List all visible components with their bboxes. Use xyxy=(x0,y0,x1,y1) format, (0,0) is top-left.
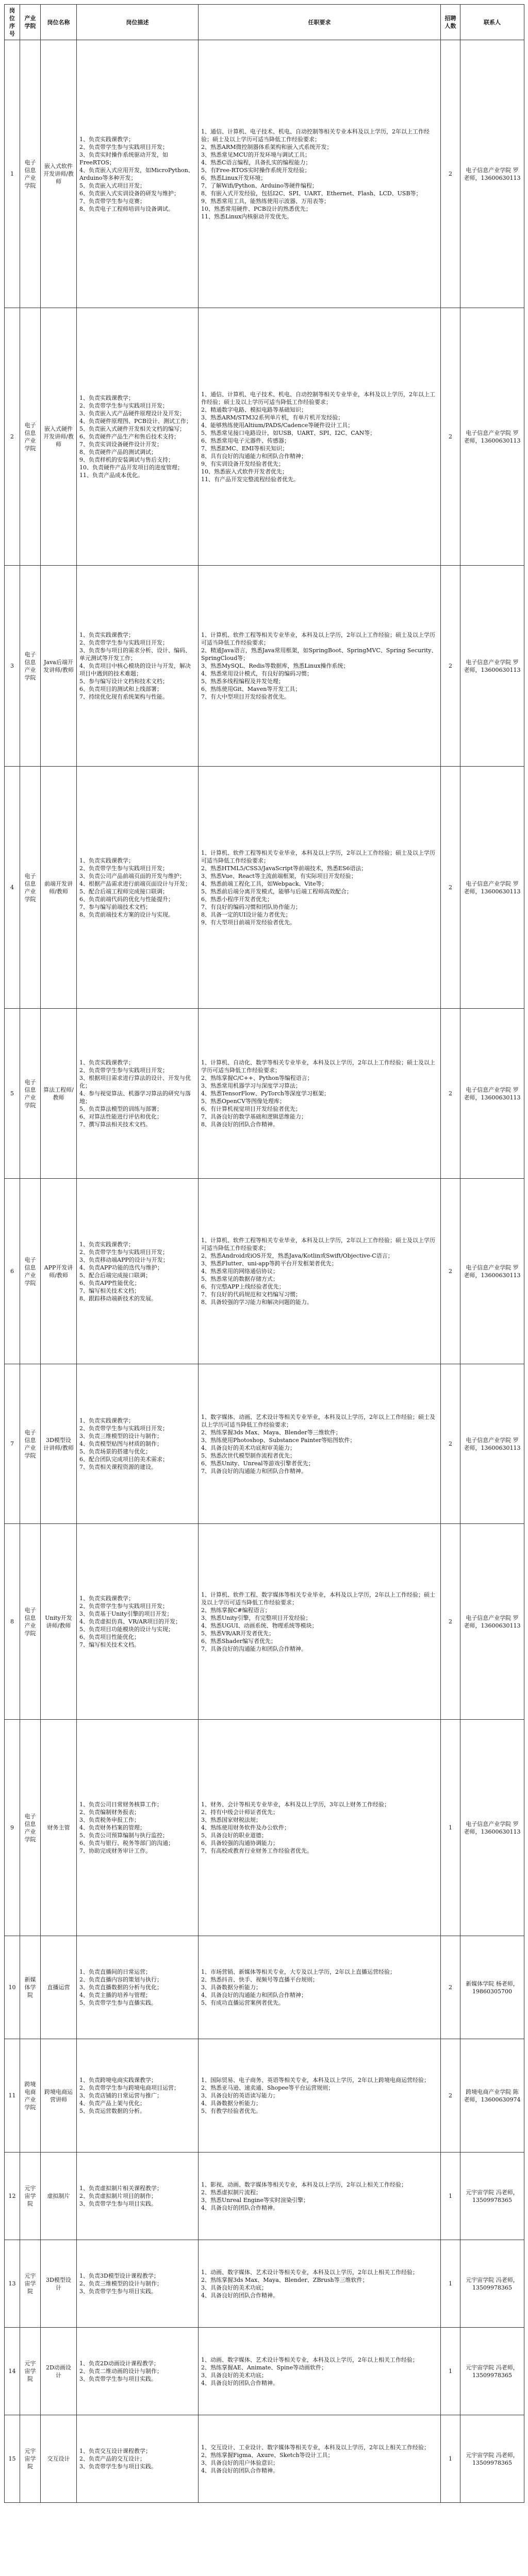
row-desc: 1、负责实践课教学； 2、负责带学生参与实践项目开发； 3、负责嵌入式产品硬件原理设计及开发； 4、负责硬件原理图、PCB设计、测试工作； 5、负责嵌入式硬件开发相关文档的编写； 6、负责硬件产品生产和售后技术支持； 7、负责实训设备硬件设计开发； 8、负责硬件产品的测试调试； 9、负责样机的安装调试与售后支持； 10、负责硬件产品开发项目的进度管理； 11、负责产品成本优化。 xyxy=(77,308,199,566)
row-contact: 电子信息产业学院 罗老师，13600630113 xyxy=(460,1720,524,1936)
row-college: 元宇宙学院 xyxy=(20,2415,41,2503)
row-desc: 1、负责虚拟制片相关课程教学； 2、负责虚拟制片项目的制作； 3、负责带学生参与项目实践。 xyxy=(77,2153,199,2240)
table-body xyxy=(5,40,524,2503)
row-title: 嵌入式软件开发讲师/教师 xyxy=(41,40,77,308)
table-row xyxy=(5,2328,524,2415)
row-contact: 电子信息产业学院 罗老师，13600630113 xyxy=(460,566,524,767)
recruitment-table xyxy=(4,4,524,2503)
row-id: 15 xyxy=(5,2415,20,2503)
header-id: 岗位序号 xyxy=(5,5,20,40)
table-row xyxy=(5,40,524,308)
row-college: 元宇宙学院 xyxy=(20,2240,41,2328)
row-college: 元宇宙学院 xyxy=(20,2328,41,2415)
row-title: 3D模型设计讲师/教师 xyxy=(41,1364,77,1524)
row-id: 2 xyxy=(5,308,20,566)
table-head xyxy=(5,5,524,40)
row-title: APP开发讲师/教师 xyxy=(41,1179,77,1364)
row-contact: 电子信息产业学院 罗老师，13600630113 xyxy=(460,1364,524,1524)
header-req: 任职要求 xyxy=(199,5,441,40)
table-row xyxy=(5,2415,524,2503)
row-contact: 电子信息产业学院 罗老师，13600630113 xyxy=(460,767,524,1009)
header-contact: 联系人 xyxy=(460,5,524,40)
row-count: 1 xyxy=(441,2240,460,2328)
table-row xyxy=(5,1936,524,2039)
row-count: 2 xyxy=(441,566,460,767)
row-contact: 元宇宙学院 冯老师，13509978365 xyxy=(460,2415,524,2503)
row-title: 算法工程师/教师 xyxy=(41,1009,77,1179)
row-college: 电子信息产业学院 xyxy=(20,767,41,1009)
row-count: 2 xyxy=(441,1936,460,2039)
row-desc: 1、负责实践课教学； 2、负责带学生参与实践项目开发； 3、负责三维模型的设计与制作； 4、负责模型贴图与材质的制作； 5、负责场景的搭建与优化； 6、配合团队完成项目的美术需求； 7、负责相关课程资源的建设。 xyxy=(77,1364,199,1524)
header-desc: 岗位描述 xyxy=(77,5,199,40)
header-count: 招聘人数 xyxy=(441,5,460,40)
row-id: 6 xyxy=(5,1179,20,1364)
row-college: 新媒体学院 xyxy=(20,1936,41,2039)
row-college: 跨境电商产业学院 xyxy=(20,2039,41,2153)
row-req: 1、计算机、软件工程、数字媒体等相关专业毕业，本科及以上学历，2年以上工作经验；硕士及以上学历可适当降低工作经验要求； 2、熟练掌握C#编程语言； 3、熟悉Unity引擎，有完整项目开发经验； 4、熟悉UGUI、动画系统、物理系统等模块； 5、熟悉VR/AR开发者优先； 6、熟悉Shader编写者优先； 7、具备良好的沟通能力和团队合作精神。 xyxy=(199,1524,441,1720)
row-desc: 1、负责实践课教学； 2、负责带学生参与实践项目开发； 3、负责公司产品前端页面的开发与维护； 4、根据产品需求进行前端页面设计与开发； 5、配合后端工程师完成接口联调； 6、负责前端代码的优化与性能提升； 7、参与编写前端技术文档； 8、负责前端技术方案的设计与实现。 xyxy=(77,767,199,1009)
row-count: 2 xyxy=(441,40,460,308)
row-desc: 1、负责跨境电商实践课教学； 2、负责带学生参与跨境电商项目运营； 3、负责店铺的日常运营与推广； 4、负责产品上架与优化； 5、负责运营数据的分析。 xyxy=(77,2039,199,2153)
row-contact: 电子信息产业学院 罗老师，13600630113 xyxy=(460,1524,524,1720)
row-req: 1、计算机、自动化、数学等相关专业毕业，本科及以上学历，2年以上工作经验；硕士及以上学历可适当降低工作经验要求； 2、熟练掌握C/C++、Python等编程语言； 3、熟悉常用机器学习与深度学习算法； 4、熟悉TensorFlow、PyTorch等深度学习框架； 5、熟悉OpenCV等图像处理库； 6、有计算机视觉项目开发经验者优先； 7、具备良好的数学基础和逻辑思维能力； 8、具备良好的团队合作精神。 xyxy=(199,1009,441,1179)
row-contact: 电子信息产业学院 罗老师，13600630113 xyxy=(460,40,524,308)
row-desc: 1、负责实践课教学； 2、负责带学生参与实践项目开发； 3、根据项目需求进行算法的设计、开发与优化； 4、参与视觉算法、机器学习算法的研究与落地； 5、负责算法模型的训练与部署； 6、对算法性能进行评估和优化； 7、撰写算法相关技术文档。 xyxy=(77,1009,199,1179)
header-title: 岗位名称 xyxy=(41,5,77,40)
header-row xyxy=(5,5,524,40)
row-count: 2 xyxy=(441,767,460,1009)
table-row xyxy=(5,1364,524,1524)
row-req: 1、市场营销、新媒体等相关专业，大专及以上学历，2年以上直播运营经验； 2、熟悉抖音、快手、视频号等直播平台规则； 3、具备数据分析能力； 4、具备良好的沟通能力和团队合作精神； 5、有成功直播运营案例者优先。 xyxy=(199,1936,441,2039)
row-id: 7 xyxy=(5,1364,20,1524)
row-id: 3 xyxy=(5,566,20,767)
row-title: 跨境电商运营讲师 xyxy=(41,2039,77,2153)
table-row xyxy=(5,1720,524,1936)
row-title: 嵌入式硬件开发讲师/教师 xyxy=(41,308,77,566)
row-id: 5 xyxy=(5,1009,20,1179)
table-row xyxy=(5,1524,524,1720)
row-contact: 元宇宙学院 冯老师，13509978365 xyxy=(460,2153,524,2240)
row-desc: 1、负责2D动画设计课程教学； 2、负责二维动画的设计与制作； 3、负责带学生参与项目实践。 xyxy=(77,2328,199,2415)
row-college: 电子信息产业学院 xyxy=(20,1179,41,1364)
row-req: 1、数字媒体、动画、艺术设计等相关专业毕业，本科及以上学历，2年以上工作经验；硕士及以上学历可适当降低工作经验要求； 2、熟练掌握3ds Max、Maya、Blender等三维软件； 3、熟练使用Photoshop、Substance Painter等贴图软件； 4、具备良好的美术功底和审美能力； 5、熟悉次世代模型制作流程者优先； 6、熟悉Unity、Unreal等游戏引擎者优先； 7、具备良好的沟通能力和团队合作精神。 xyxy=(199,1364,441,1524)
row-id: 11 xyxy=(5,2039,20,2153)
row-college: 电子信息产业学院 xyxy=(20,1364,41,1524)
row-desc: 1、负责直播间的日常运营； 2、负责直播内容的策划与执行； 3、负责直播数据的分析与优化； 4、负责主播的培养与管理； 5、负责带学生参与直播实践。 xyxy=(77,1936,199,2039)
row-count: 2 xyxy=(441,1009,460,1179)
table-row xyxy=(5,2240,524,2328)
row-college: 电子信息产业学院 xyxy=(20,566,41,767)
row-req: 1、计算机、软件工程等相关专业毕业，本科及以上学历，2年以上工作经验；硕士及以上学历可适当降低工作经验要求； 2、熟悉Android或iOS开发，熟悉Java/Kotlin或Swift/Objective-C语言； 3、熟悉Flutter、uni-app等跨平台开发框架者优先； 4、熟悉常用的网络通信协议； 5、熟悉常见的数据存储方式； 6、有完整APP上线经验者优先； 7、有良好的代码规范和文档编写习惯； 8、具备较强的学习能力和解决问题的能力。 xyxy=(199,1179,441,1364)
row-contact: 新媒体学院 杨老师，19860305700 xyxy=(460,1936,524,2039)
row-contact: 元宇宙学院 冯老师，13509978365 xyxy=(460,2240,524,2328)
row-desc: 1、负责实践课教学； 2、负责带学生参与实践项目开发； 3、负责实时操作系统驱动开发，如FreeRTOS； 4、负责嵌入式应用开发，如MicroPython、Arduino等多种开发； 5、负责嵌入式项目开发； 6、负责嵌入式实训设备的研发与维护； 7、负责带学生参与竞赛； 8、负责电子工程师培训与设备调试。 xyxy=(77,40,199,308)
row-req: 1、国际贸易、电子商务、英语等相关专业，本科及以上学历，2年以上跨境电商运营经验； 2、熟悉亚马逊、速卖通、Shopee等平台运营规则； 3、具备良好的英语读写能力； 4、具备数据分析能力； 5、有教学经验者优先。 xyxy=(199,2039,441,2153)
row-count: 2 xyxy=(441,2039,460,2153)
row-contact: 电子信息产业学院 罗老师，13600630113 xyxy=(460,308,524,566)
row-count: 1 xyxy=(441,2328,460,2415)
row-contact: 元宇宙学院 冯老师，13509978365 xyxy=(460,2328,524,2415)
row-contact: 跨境电商产业学院 陈老师，13600630974 xyxy=(460,2039,524,2153)
row-desc: 1、负责实践课教学； 2、负责带学生参与实践项目开发； 3、负责参与项目的需求分析、设计、编码、单元测试等开发工作； 4、负责项目中核心模块的设计与开发，解决项目中遇到的技术难题； 5、参与编写设计文档和技术文档； 6、负责项目的测试和上线部署； 7、持续优化现有系统架构与性能。 xyxy=(77,566,199,767)
row-desc: 1、负责3D模型设计课程教学； 2、负责三维模型的设计与制作； 3、负责带学生参与项目实践。 xyxy=(77,2240,199,2328)
row-college: 电子信息产业学院 xyxy=(20,1009,41,1179)
row-contact: 电子信息产业学院 罗老师，13600630113 xyxy=(460,1179,524,1364)
row-req: 1、交互设计、工业设计、数字媒体等相关专业，本科及以上学历，2年以上相关工作经验； 2、熟练掌握Figma、Axure、Sketch等设计工具； 3、具备良好的用户体验意识； 4、具备良好的团队合作精神。 xyxy=(199,2415,441,2503)
row-college: 电子信息产业学院 xyxy=(20,1720,41,1936)
row-id: 8 xyxy=(5,1524,20,1720)
row-id: 12 xyxy=(5,2153,20,2240)
row-id: 4 xyxy=(5,767,20,1009)
row-id: 1 xyxy=(5,40,20,308)
row-req: 1、通信、计算机、电子技术、机电、自动控制等相关专业本科及以上学历，2年以上工作经验；硕士及以上学历可适当降低工作经验要求； 2、熟悉ARM微控制器体系架构和嵌入式系统开发； 3、熟悉常见MCU的开发环境与调试工具； 4、熟悉C语言编程，具备扎实的编程能力； 5、有Free-RTOS实时操作系统开发经验； 6、熟悉Linux开发环境； 7、了解Wifi/Python、Arduino等硬件编程； 8、有嵌入式开发经验，包括I2C、SPI、UART、Ethernet、Flash、LCD、USB等； 9、熟悉常用工具，能熟练使用示波器、万用表等； 10、熟悉常用硬件、PCB设计的熟悉优先； 11、熟悉Linux内核驱动开发优先。 xyxy=(199,40,441,308)
row-count: 1 xyxy=(441,2153,460,2240)
row-count: 1 xyxy=(441,2415,460,2503)
row-id: 14 xyxy=(5,2328,20,2415)
table-row xyxy=(5,308,524,566)
row-req: 1、动画、数字媒体、艺术设计等相关专业，本科及以上学历，2年以上相关工作经验； 2、熟练掌握3ds Max、Maya、Blender、ZBrush等三维软件； 3、具备良好的美术功底； 4、具备良好的团队合作精神。 xyxy=(199,2240,441,2328)
row-title: 财务主管 xyxy=(41,1720,77,1936)
row-title: 前端开发讲师/教师 xyxy=(41,767,77,1009)
row-id: 9 xyxy=(5,1720,20,1936)
row-title: Unity开发讲师/教师 xyxy=(41,1524,77,1720)
row-count: 1 xyxy=(441,1720,460,1936)
row-desc: 1、负责实践课教学； 2、负责带学生参与实践项目开发； 3、负责移动端APP的设计与开发； 4、负责APP功能的迭代与维护； 5、配合后端完成接口联调； 6、负责APP性能优化； 7、编写相关技术文档； 8、跟踪移动端新技术的发展。 xyxy=(77,1179,199,1364)
row-desc: 1、负责公司日常财务核算工作； 2、负责编制财务报表； 3、负责税务申报工作； 4、负责财务档案的管理； 5、负责公司预算编制与执行监控； 6、负责与银行、税务等部门的沟通； 7、协助完成财务审计工作。 xyxy=(77,1720,199,1936)
table-row xyxy=(5,2153,524,2240)
row-req: 1、财务、会计等相关专业毕业，本科及以上学历，3年以上财务工作经验； 2、持有中级会计师证者优先； 3、熟悉国家财税法规； 4、熟练使用财务软件及办公软件； 5、具备良好的职业道德； 6、具备较强的沟通协调能力； 7、有高校或教育行业财务工作经验者优先。 xyxy=(199,1720,441,1936)
table-row xyxy=(5,1179,524,1364)
row-college: 电子信息产业学院 xyxy=(20,40,41,308)
row-desc: 1、负责交互设计课程教学； 2、负责产品的交互设计； 3、负责带学生参与项目实践。 xyxy=(77,2415,199,2503)
table-row xyxy=(5,1009,524,1179)
row-req: 1、通信、计算机、电子技术、机电、自动控制等相关专业毕业，本科及以上学历，2年以上工作经验；硕士及以上学历可适当降低工作经验要求； 2、精通数字电路、模拟电路等基础知识； 3、熟悉ARM/STM32系列单片机，有单片机开发经验； 4、能够熟练使用Altium/PADS/Cadence等硬件设计工具； 5、熟悉常见接口电路设计，如USB、UART、SPI、I2C、CAN等； 6、熟悉常用电子元器件、传感器； 7、熟悉EMC、EMI等相关知识； 8、具有良好的沟通能力和团队合作精神； 9、有实训设备开发经验者优先； 10、熟悉嵌入式软件开发者优先； 11、有产品开发完整流程经验者优先。 xyxy=(199,308,441,566)
row-college: 电子信息产业学院 xyxy=(20,308,41,566)
row-title: 2D动画设计 xyxy=(41,2328,77,2415)
row-desc: 1、负责实践课教学； 2、负责带学生参与实践项目开发； 3、负责基于Unity引擎的项目开发； 4、负责虚拟仿真、VR/AR项目的开发； 5、负责项目功能模块的设计与实现； 6、负责项目性能优化； 7、编写相关技术文档。 xyxy=(77,1524,199,1720)
row-title: 交互设计 xyxy=(41,2415,77,2503)
row-title: Java后端开发讲师/教师 xyxy=(41,566,77,767)
header-college: 产业学院 xyxy=(20,5,41,40)
table-row xyxy=(5,566,524,767)
row-req: 1、动画、数字媒体、艺术设计等相关专业，本科及以上学历，2年以上相关工作经验； 2、熟练掌握AE、Animate、Spine等动画软件； 3、具备良好的美术功底； 4、具备良好的团队合作精神。 xyxy=(199,2328,441,2415)
row-title: 直播运营 xyxy=(41,1936,77,2039)
row-title: 虚拟制片 xyxy=(41,2153,77,2240)
row-college: 电子信息产业学院 xyxy=(20,1524,41,1720)
table-row xyxy=(5,2039,524,2153)
row-title: 3D模型设计 xyxy=(41,2240,77,2328)
table-row xyxy=(5,767,524,1009)
row-req: 1、计算机、软件工程等相关专业毕业，本科及以上学历，2年以上工作经验；硕士及以上学历可适当降低工作经验要求； 2、精通Java语言，熟悉Java常用框架，如SpringBoot、SpringMVC、Spring Security、SpringCloud等； 3、熟悉MySQL、Redis等数据库，熟悉Linux操作系统； 4、熟悉常用设计模式，有良好的编码习惯； 5、熟悉多线程编程及并发处理； 6、熟练使用Git、Maven等开发工具； 7、有大中型项目开发经验者优先。 xyxy=(199,566,441,767)
row-count: 2 xyxy=(441,1524,460,1720)
row-count: 2 xyxy=(441,308,460,566)
row-req: 1、影视、动画、数字媒体等相关专业，本科及以上学历，2年以上相关工作经验； 2、熟悉虚拟制片流程； 3、熟悉Unreal Engine等实时渲染引擎； 4、具备良好的团队合作精神。 xyxy=(199,2153,441,2240)
row-count: 2 xyxy=(441,1364,460,1524)
row-id: 13 xyxy=(5,2240,20,2328)
row-req: 1、计算机、软件工程等相关专业毕业，本科及以上学历，2年以上工作经验；硕士及以上学历可适当降低工作经验要求； 2、熟悉HTML5/CSS3/JavaScript等前端技术，熟悉ES6语法； 3、熟悉Vue、React等主流前端框架，有实际项目开发经验； 4、熟悉前端工程化工具，如Webpack、Vite等； 5、熟悉前后端分离开发模式，能够与后端工程师高效配合； 6、熟悉小程序开发者优先； 7、有良好的编码习惯和团队协作能力； 8、具备一定的UI设计能力者优先； 9、有大型项目前端开发经验者优先。 xyxy=(199,767,441,1009)
row-count: 2 xyxy=(441,1179,460,1364)
row-college: 元宇宙学院 xyxy=(20,2153,41,2240)
row-contact: 电子信息产业学院 罗老师，13600630113 xyxy=(460,1009,524,1179)
row-id: 10 xyxy=(5,1936,20,2039)
